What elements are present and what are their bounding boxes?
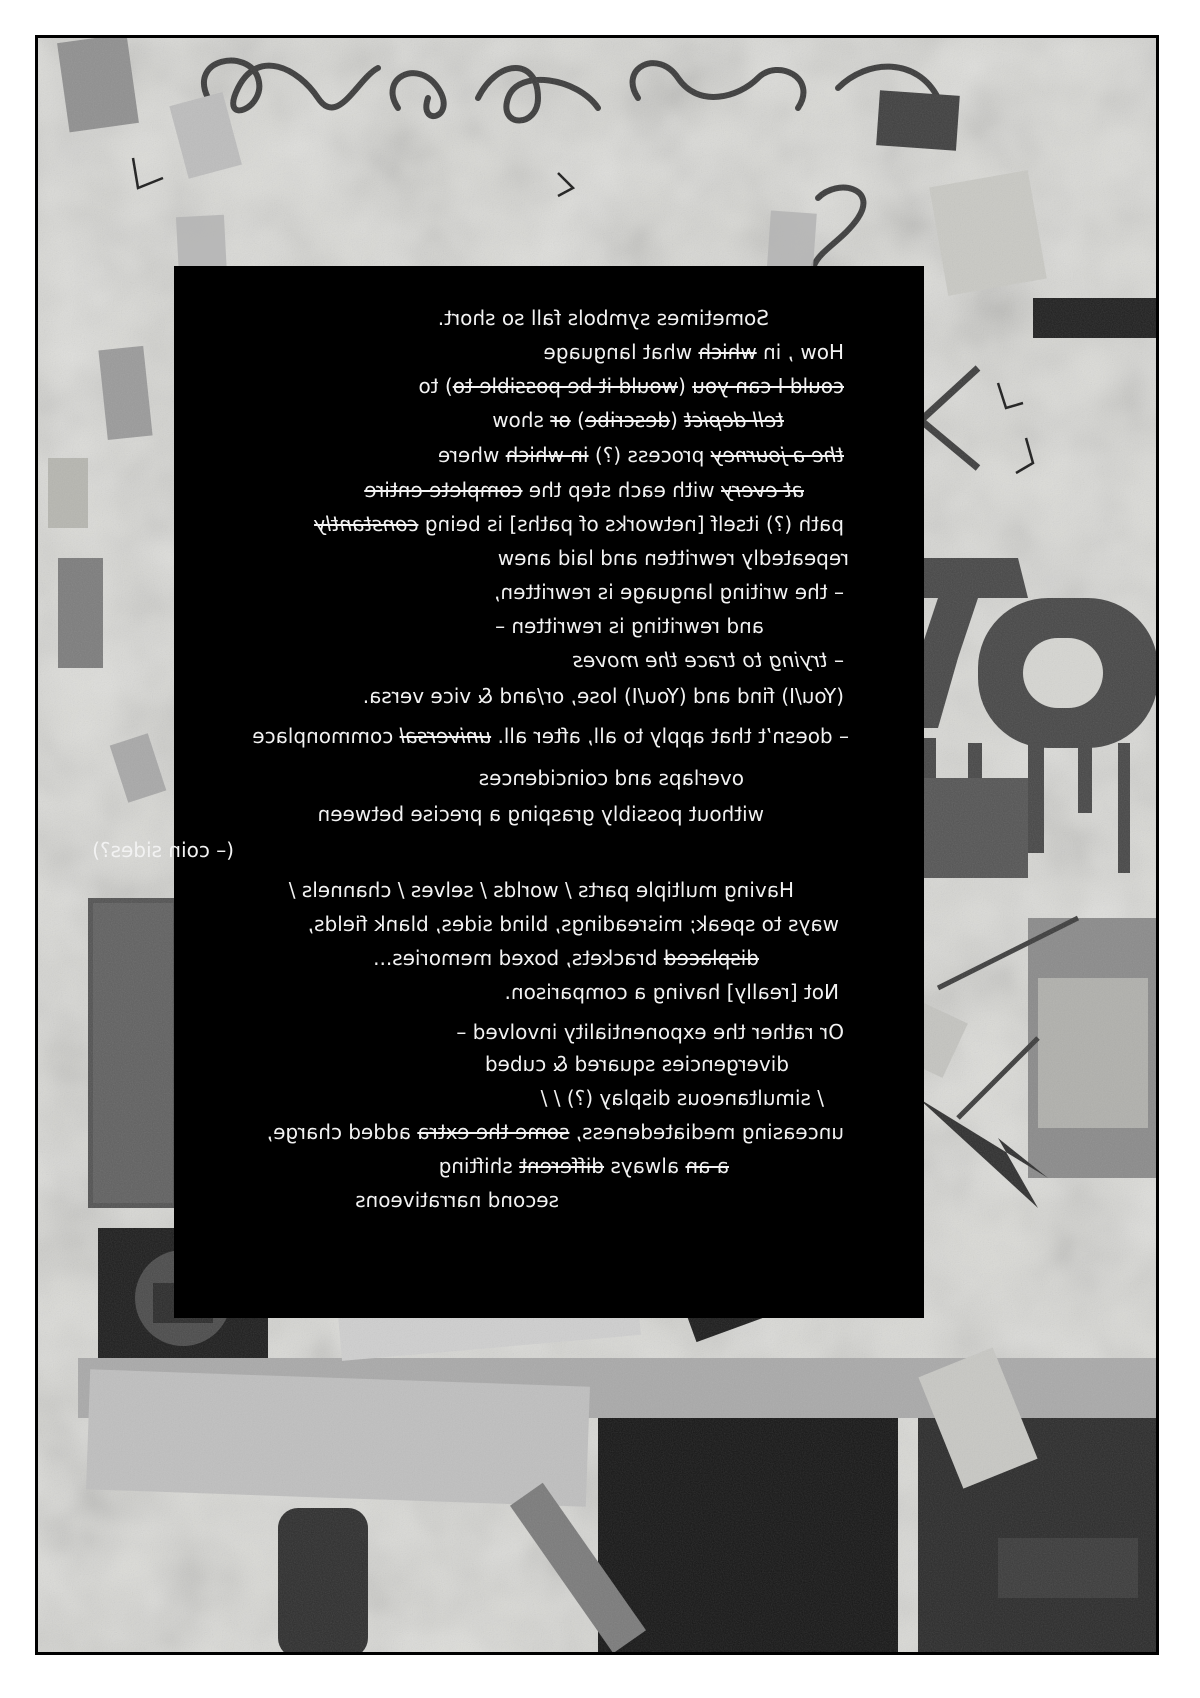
text-segment: commonplace	[252, 724, 400, 748]
poem-line	[438, 308, 769, 328]
poem-line	[498, 548, 849, 568]
struck-text: could I can you	[692, 374, 844, 398]
struck-text: the a journey	[710, 443, 844, 467]
text-segment: show	[492, 408, 551, 432]
poem-line	[363, 686, 844, 706]
struck-text: constantly	[314, 512, 419, 536]
text-segment: repeatedly rewritten and laid anew	[497, 546, 849, 570]
struck-text: some the extra	[417, 1120, 570, 1144]
poem-line	[314, 514, 844, 534]
text-segment: overlaps and coincidences	[478, 766, 744, 790]
struck-text: or	[550, 408, 571, 432]
struck-text: universal	[399, 724, 492, 748]
text-segment: ) to	[418, 374, 453, 398]
text-segment: (	[670, 408, 685, 432]
struck-text: in which	[505, 443, 589, 467]
text-segment: (– coin sides?)	[92, 838, 234, 862]
text-segment: with each step the	[522, 478, 722, 502]
struck-text: complete entire	[364, 478, 523, 502]
poem-line	[267, 1122, 844, 1142]
poem-line	[373, 948, 759, 968]
text-segment: without possibly grasping a precise between	[317, 802, 764, 826]
poem-line	[92, 840, 234, 860]
poem-line	[543, 342, 844, 362]
text-segment: – trying to trace the moves	[572, 648, 844, 672]
mirrored-poem	[92, 266, 924, 1318]
text-segment: How , in	[756, 340, 844, 364]
poem-line	[355, 1190, 559, 1210]
poem-line	[495, 616, 764, 636]
text-segment: shifting	[438, 1154, 520, 1178]
poem-line	[479, 768, 744, 788]
text-segment: – the writing language is rewritten,	[494, 580, 844, 604]
poem-line	[541, 1088, 824, 1108]
text-segment: Not [really] having a comparison.	[504, 980, 839, 1004]
text-segment: path (?) itself [networks of paths] is being	[418, 512, 844, 536]
poem-line	[492, 410, 784, 430]
text-segment: divergencies squared & cubed	[484, 1052, 789, 1076]
text-segment: / simultaneous display (?) / /	[540, 1086, 824, 1110]
text-segment: )	[570, 408, 585, 432]
poem-line	[573, 650, 844, 670]
text-segment: Sometimes symbols fall so short.	[437, 306, 769, 330]
text-segment: added charge,	[266, 1120, 418, 1144]
struck-text: describe	[584, 408, 671, 432]
text-segment: brackets, boxed memories...	[373, 946, 664, 970]
text-segment: – doesn’t that apply to all, after all.	[491, 724, 849, 748]
struck-text: displaced	[663, 946, 759, 970]
poem-line	[289, 880, 794, 900]
poem-line	[438, 445, 844, 465]
text-segment: and rewriting is rewritten –	[495, 614, 764, 638]
text-segment: (	[678, 374, 693, 398]
struck-text: at every	[721, 478, 804, 502]
struck-text: would it be possible to	[452, 374, 679, 398]
poem-line	[494, 582, 844, 602]
poem-line	[439, 1156, 729, 1176]
poem-line	[505, 982, 839, 1002]
text-segment: process (?)	[588, 443, 711, 467]
struck-text: tell depict	[684, 408, 784, 432]
text-segment: second narrativeons	[355, 1188, 559, 1212]
struck-text: which	[698, 340, 757, 364]
text-segment: always	[604, 1154, 686, 1178]
text-segment: where	[437, 443, 506, 467]
artwork-frame	[35, 35, 1159, 1655]
poem-line	[418, 376, 844, 396]
struck-text: a an	[685, 1154, 729, 1178]
struck-text: different	[519, 1154, 605, 1178]
text-segment: ways to speak; misreadings, blind sides, blank fields,	[307, 912, 839, 936]
poem-line	[364, 480, 804, 500]
poem-line	[308, 914, 839, 934]
poem-line	[485, 1054, 789, 1074]
text-segment: Or rather the exponentiality involved –	[456, 1020, 844, 1044]
text-segment: unceasing mediatedeness,	[569, 1120, 844, 1144]
text-segment: Having multiple parts / worlds / selves / channels /	[288, 878, 794, 902]
text-segment: what language	[543, 340, 699, 364]
poem-line	[318, 804, 764, 824]
poem-line	[252, 726, 849, 746]
text-segment: (You/I) find and (You/I) lose, or/and & vice versa.	[362, 684, 844, 708]
poem-line	[456, 1022, 844, 1042]
poster	[92, 266, 924, 1318]
